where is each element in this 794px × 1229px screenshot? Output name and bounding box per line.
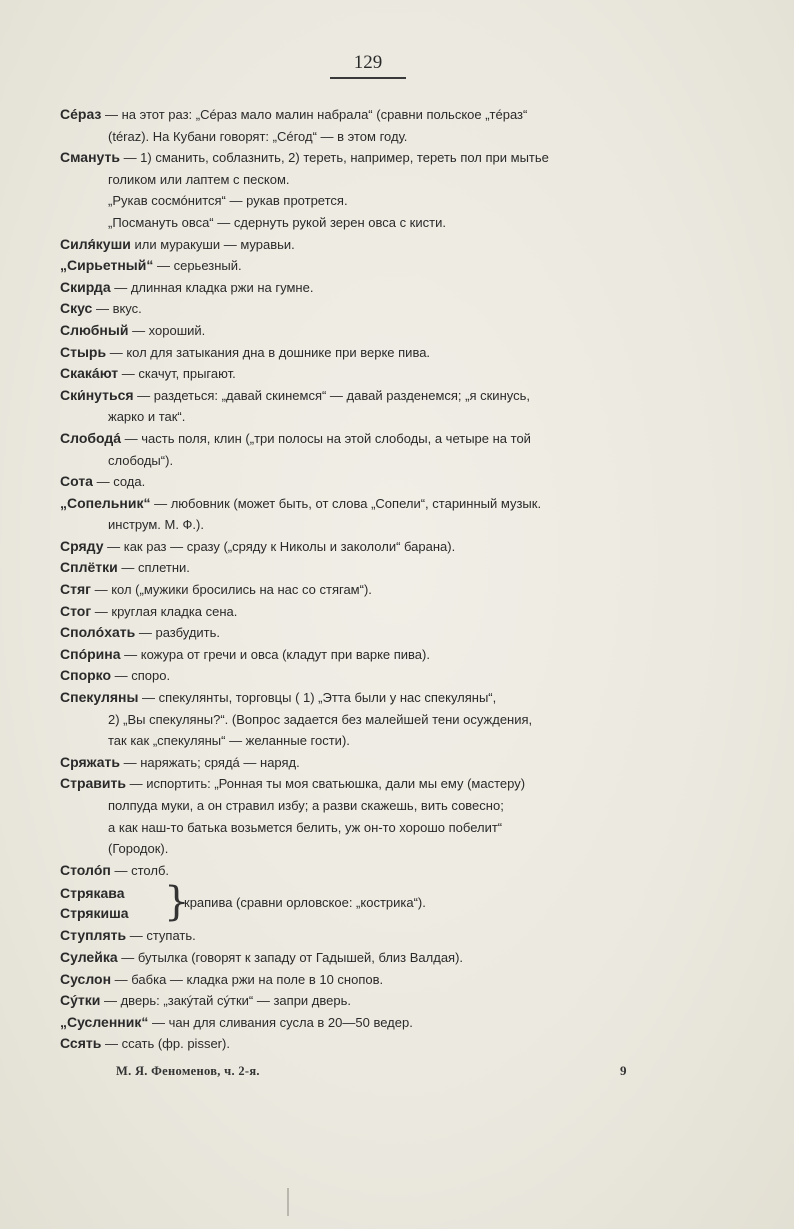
entry-continuation: так как „спекуляны“ — желанные гости). — [108, 733, 350, 749]
entry-continuation: слободы“). — [108, 452, 174, 468]
entry-definition: — дверь: „закýтай сýтки“ — запри дверь. — [100, 993, 351, 1009]
paper-mark — [287, 1188, 289, 1216]
entry-headword: Скакáют — [60, 365, 119, 382]
entry-definition: — как раз — сразу („сряду к Николы и закололи“ барана). — [103, 538, 456, 554]
entry-headword: „Сирьетный“ — [60, 257, 154, 274]
entry-continuation: 2) „Вы спекуляны?“. (Вопрос задается без малейшей тени осуждения, — [108, 711, 533, 727]
dictionary-entries — [60, 104, 686, 1055]
entry-headword: Ступлять — [60, 927, 127, 944]
entry-headword: Столóп — [60, 861, 111, 878]
entry-headword: „Сопельник“ — [60, 494, 151, 511]
brace-headwords — [60, 883, 129, 923]
dictionary-entry — [60, 990, 686, 1012]
dictionary-entry — [60, 860, 686, 882]
dictionary-entry — [60, 363, 686, 385]
dictionary-entry — [60, 471, 686, 493]
entry-definition: — кол для затыкания дна в дошнике при верке пива. — [106, 344, 431, 360]
entry-headword: Сéраз — [60, 106, 102, 122]
footer-mark: 9 — [620, 1063, 627, 1078]
entry-definition: — сплетни. — [117, 560, 190, 576]
entry-headword: Скирда — [60, 278, 111, 295]
entry-headword: „Сусленник“ — [60, 1013, 149, 1030]
dictionary-entry — [60, 687, 686, 752]
footer-signature: М. Я. Феноменов, ч. 2-я. — [116, 1064, 260, 1078]
dictionary-entry — [60, 773, 686, 859]
brace-definition: крапива (сравни орловское: „кострика“). — [184, 895, 426, 911]
dictionary-entry — [60, 428, 686, 471]
entry-headword: Стяг — [60, 581, 91, 598]
dictionary-entry — [60, 947, 686, 969]
dictionary-entry — [60, 752, 686, 774]
dictionary-entry — [60, 277, 686, 299]
entry-definition: или муракуши — муравьи. — [130, 236, 295, 252]
entry-definition: — вкус. — [92, 301, 142, 317]
dictionary-entry — [60, 320, 686, 342]
entry-headword: Ски́нуться — [60, 386, 134, 403]
curly-brace: } — [164, 879, 190, 926]
entry-definition: — на этот раз: „Сéраз мало малин набрала“ (сравни польское „тéраз“ — [101, 107, 528, 122]
dictionary-entry — [60, 385, 686, 428]
entry-continuation: жарко и так“. — [108, 409, 186, 425]
entry-continuation: инструм. М. Ф.). — [108, 517, 204, 533]
entry-definition: — ссать (фр. pisser). — [101, 1036, 230, 1052]
entry-continuation: „Рукав сосмóнится“ — рукав протрется. — [108, 193, 348, 209]
entry-headword: Силя́куши — [60, 235, 131, 252]
dictionary-entry — [60, 536, 686, 558]
entry-headword: Слободá — [60, 429, 122, 446]
entry-definition: — кожура от гречи и овса (кладут при варке пива). — [120, 646, 430, 662]
entry-definition: — серьезный. — [153, 258, 242, 274]
dictionary-entry — [60, 969, 686, 991]
dictionary-entry — [60, 925, 686, 947]
dictionary-entry — [60, 493, 686, 536]
entry-headword: Стог — [60, 602, 92, 619]
entry-headword: Суслон — [60, 970, 112, 987]
entry-headword: Смануть — [60, 149, 120, 166]
entry-continuation: голиком или лаптем с песком. — [108, 171, 290, 187]
entry-definition: — хороший. — [128, 322, 206, 338]
brace-entry — [60, 881, 686, 925]
entry-continuation: „Посмануть овса“ — сдернуть рукой зерен овса с кисти. — [108, 214, 446, 230]
entry-definition: — 1) сманить, соблазнить, 2) тереть, например, тереть пол при мытье — [119, 150, 549, 166]
dictionary-entry — [60, 1012, 686, 1034]
entry-headword: Сряжать — [60, 753, 120, 770]
entry-headword: Стырь — [60, 343, 107, 360]
entry-headword: Скус — [60, 300, 93, 317]
entry-continuation: (téraz). На Кубани говорят: „Сéгод“ — в этом году. — [108, 128, 408, 144]
entry-headword: Сулейка — [60, 948, 118, 965]
entry-headword: Спекуляны — [60, 689, 139, 706]
entry-definition: — кол („мужики бросились на нас со стягам“). — [90, 582, 372, 598]
entry-headword: Ссять — [60, 1035, 102, 1052]
entry-headword: Сплётки — [60, 559, 118, 576]
dictionary-entry — [60, 665, 686, 687]
entry-headword: Сполóхать — [60, 624, 136, 641]
entry-definition: — наряжать; срядá — наряд. — [120, 754, 300, 770]
entry-headword: Слюбный — [60, 321, 129, 338]
entry-headword: Сота — [60, 473, 93, 490]
dictionary-entry — [60, 644, 686, 666]
entry-definition: — круглая кладка сена. — [91, 603, 238, 619]
entry-headword: Стравить — [60, 775, 126, 792]
dictionary-entry — [60, 557, 686, 579]
entry-definition: — ступать. — [126, 928, 196, 944]
dictionary-entry — [60, 147, 686, 233]
brace-headword: Стрякиша — [60, 905, 129, 922]
entry-definition: — скачут, прыгают. — [118, 366, 236, 382]
dictionary-entry — [60, 255, 686, 277]
entry-definition: — испортить: „Ронная ты моя сватьюшка, дали мы ему (мастеру) — [125, 776, 526, 792]
page-number-rule — [330, 77, 406, 79]
entry-headword: Сряду — [60, 537, 104, 554]
entry-definition: — сода. — [92, 474, 146, 490]
brace-headword: Стрякава — [60, 885, 125, 902]
entry-definition: — длинная кладка ржи на гумне. — [110, 279, 314, 295]
entry-definition: — бутылка (говорят к западу от Гадышей, близ Валдая). — [117, 949, 464, 965]
entry-headword: Спорко — [60, 667, 112, 684]
dictionary-entry — [60, 622, 686, 644]
page-number: 129 — [353, 52, 383, 73]
entry-definition: — бабка — кладка ржи на поле в 10 снопов. — [111, 971, 384, 987]
entry-definition: — разбудить. — [135, 625, 221, 641]
entry-definition: — столб. — [110, 862, 170, 878]
entry-continuation: (Городок). — [108, 841, 169, 857]
dictionary-entry — [60, 601, 686, 623]
dictionary-entry — [60, 234, 686, 256]
dictionary-entry — [60, 104, 686, 147]
entry-continuation: полпуда муки, а он стравил избу; а разви скажешь, вить совесно; — [108, 798, 504, 813]
entry-continuation: а как наш-то батька возьмется белить, уж он-то хорошо побелит“ — [108, 819, 503, 835]
dictionary-entry — [60, 579, 686, 601]
entry-definition: — чан для сливания сусла в 20—50 ведер. — [148, 1014, 413, 1030]
entry-definition: — раздеться: „давай скинемся“ — давай разденемся; „я скинусь, — [133, 387, 530, 403]
dictionary-entry — [60, 342, 686, 364]
entry-headword: Спóрина — [60, 645, 121, 662]
entry-definition: — спекулянты, торговцы ( 1) „Этта были у нас спекуляны“, — [138, 690, 497, 706]
dictionary-entry — [60, 1033, 686, 1055]
entry-headword: Сýтки — [60, 992, 101, 1009]
entry-definition: — споро. — [111, 668, 171, 684]
dictionary-entry — [60, 298, 686, 320]
entry-definition: — любовник (может быть, от слова „Сопели“, старинный музык. — [150, 495, 542, 511]
entry-definition: — часть поля, клин („три полосы на этой слободы, а четыре на той — [121, 430, 531, 446]
